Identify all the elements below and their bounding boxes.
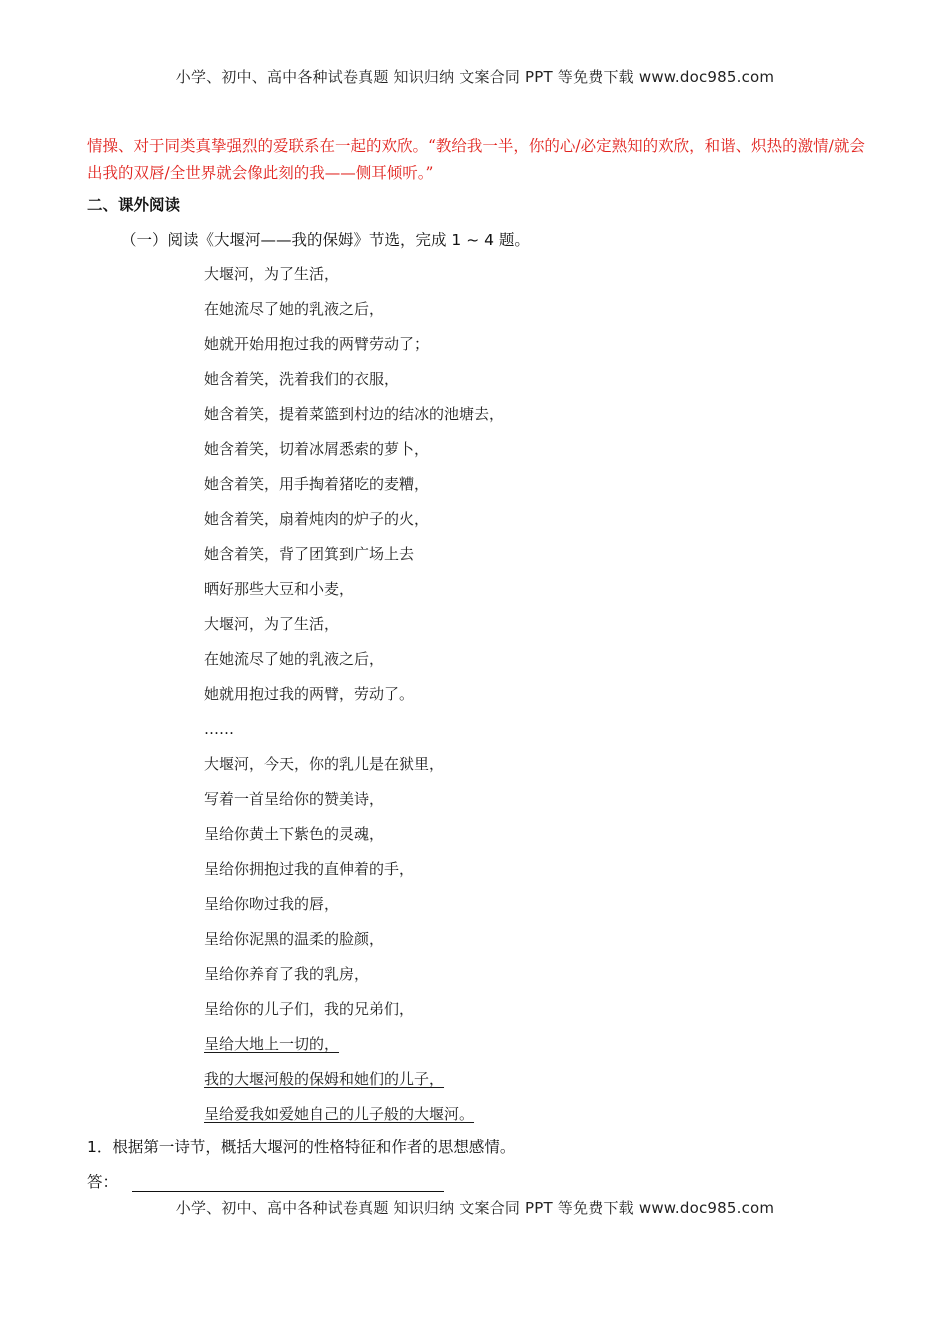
poem-line: 她就用抱过我的两臂，劳动了。 [204, 685, 415, 703]
poem-line: 在她流尽了她的乳液之后， [204, 650, 385, 668]
answer-row [87, 1170, 444, 1192]
reading-instruction: （一）阅读《大堰河——我的保姆》节选，完成 1 ~ 4 题。 [121, 231, 530, 249]
poem-line: 在她流尽了她的乳液之后， [204, 300, 385, 318]
poem-line: 她含着笑，提着菜篮到村边的结冰的池塘去， [204, 405, 505, 423]
poem-line: 大堰河，为了生活， [204, 615, 340, 633]
answer-label: 答： [87, 1173, 119, 1191]
poem-line: 呈给你吻过我的唇， [204, 895, 340, 913]
section-title: 二、课外阅读 [87, 196, 181, 214]
poem-line: 晒好那些大豆和小麦， [204, 580, 355, 598]
question-1: 1．根据第一诗节，概括大堰河的性格特征和作者的思想感情。 [87, 1138, 516, 1156]
answer-blank-line[interactable] [132, 1173, 444, 1192]
poem-excerpt [204, 262, 504, 1137]
page-footer: 小学、初中、高中各种试卷真题 知识归纳 文案合同 PPT 等免费下载 www.doc985.com [175, 1199, 775, 1217]
poem-line-underlined: 呈给爱我如爱她自己的儿子般的大堰河。 [204, 1105, 475, 1123]
poem-line: 呈给你泥黑的温柔的脸颜， [204, 930, 385, 948]
poem-line-underlined: 我的大堰河般的保姆和她们的儿子， [204, 1070, 445, 1088]
poem-line: 大堰河，今天，你的乳儿是在狱里， [204, 755, 445, 773]
poem-line: 呈给你养育了我的乳房， [204, 965, 370, 983]
page-header: 小学、初中、高中各种试卷真题 知识归纳 文案合同 PPT 等免费下载 www.doc985.com [175, 68, 775, 86]
poem-line: 她含着笑，背了团箕到广场上去 [204, 545, 415, 563]
poem-line: 她含着笑，用手掏着猪吃的麦糟， [204, 475, 430, 493]
poem-line: 呈给你的儿子们，我的兄弟们， [204, 1000, 415, 1018]
poem-ellipsis: …… [204, 720, 234, 738]
poem-line: 她含着笑，洗着我们的衣服， [204, 370, 400, 388]
poem-line: 呈给你黄土下紫色的灵魂， [204, 825, 385, 843]
poem-line: 她含着笑，切着冰屑悉索的萝卜， [204, 440, 430, 458]
poem-line: 大堰河，为了生活， [204, 265, 340, 283]
poem-line: 她就开始用抱过我的两臂劳动了； [204, 335, 430, 353]
intro-red-paragraph: 情操、对于同类真挚强烈的爱联系在一起的欢欣。“教给我一半，你的心/必定熟知的欢欣，和谐、炽热的激情/就会出我的双唇/全世界就会像此刻的我——侧耳倾听。” [87, 137, 865, 182]
poem-line-underlined: 呈给大地上一切的， [204, 1035, 340, 1053]
poem-line: 呈给你拥抱过我的直伸着的手， [204, 860, 415, 878]
poem-line: 她含着笑，扇着炖肉的炉子的火， [204, 510, 430, 528]
poem-line: 写着一首呈给你的赞美诗， [204, 790, 385, 808]
